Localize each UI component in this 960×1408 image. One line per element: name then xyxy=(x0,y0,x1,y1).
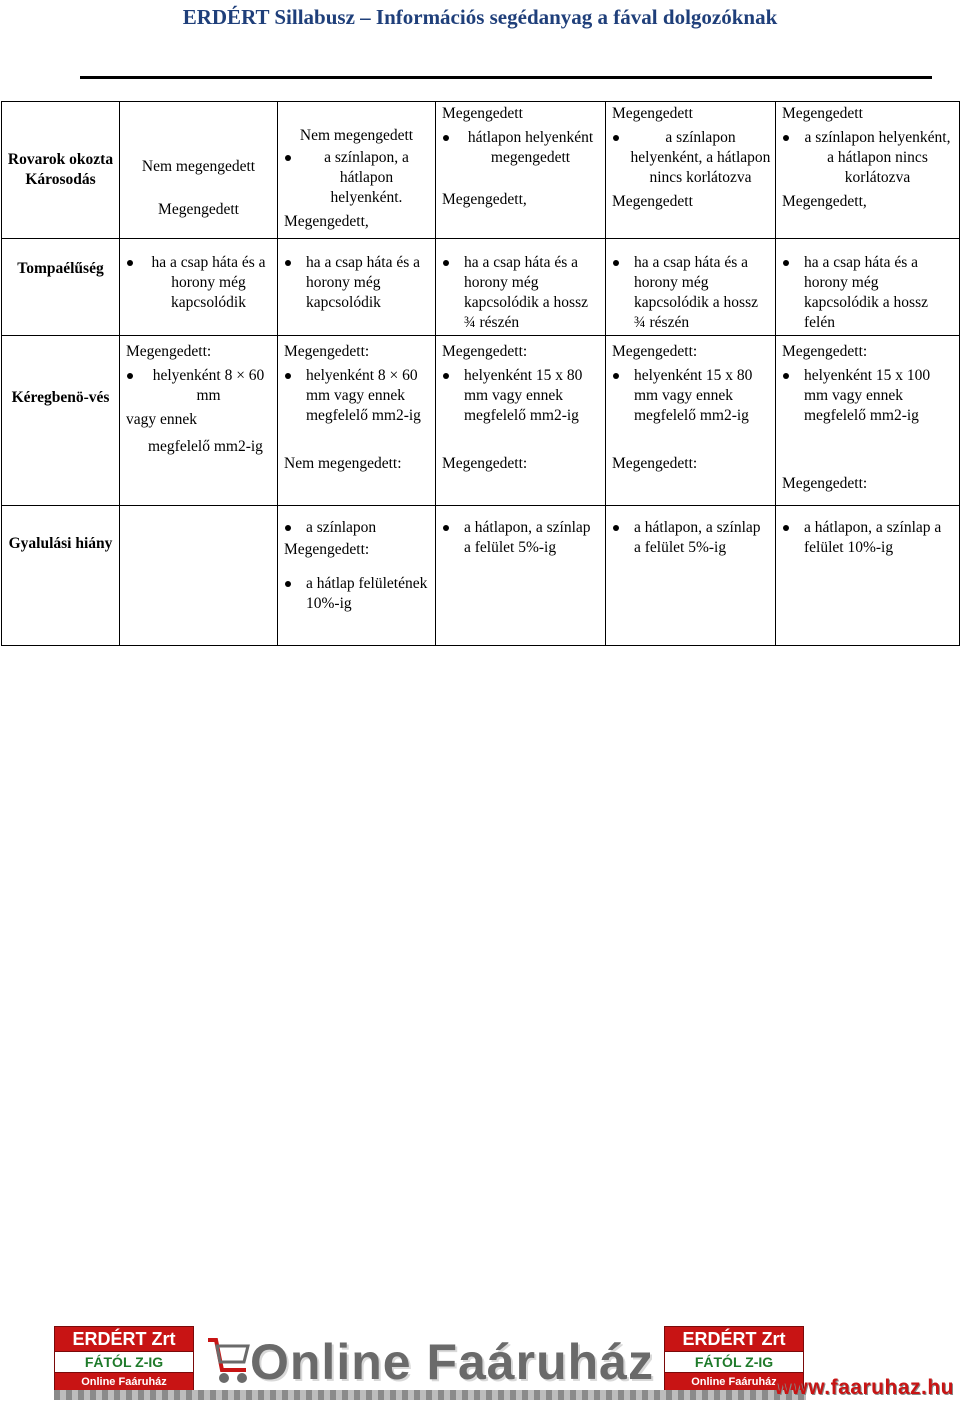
cell-kereg-1 xyxy=(120,336,278,506)
logo-top-text: ERDÉRT Zrt xyxy=(54,1326,194,1352)
list-item: helyenként 15 x 80 mm vagy ennek megfelelő mm2-ig xyxy=(436,366,605,426)
cell-text: Megengedett: xyxy=(442,455,528,472)
cell-text: Nem megengedett xyxy=(299,127,414,144)
cell-rovarok-1 xyxy=(120,102,278,239)
row-rovarok xyxy=(2,102,960,239)
page-title: ERDÉRT Sillabusz – Információs segédanyag a fával dolgozóknak xyxy=(182,5,778,29)
website-link[interactable]: www.faaruhaz.hu xyxy=(774,1376,954,1399)
cell-text: Megengedett: xyxy=(284,343,370,360)
cell-kereg-3 xyxy=(436,336,606,506)
cell-tompa-4 xyxy=(606,239,776,336)
row-label-keregbenoves: Kéregbenö-vés xyxy=(2,336,120,506)
list-item: a hátlapon, a színlap a felület 5%-ig xyxy=(436,518,605,558)
logo-bot-text: Online Faáruház xyxy=(54,1372,194,1392)
cell-text: Megengedett xyxy=(612,193,693,210)
list-item: a hátlapon, a színlap a felület 10%-ig xyxy=(776,518,959,558)
list-item: helyenként 8 × 60 mm xyxy=(120,366,277,406)
cell-text: Megengedett, xyxy=(442,191,527,208)
row-label-tompaeluseg: Tompaélűség xyxy=(2,239,120,336)
list-item: ha a csap háta és a horony még kapcsolódik xyxy=(120,253,277,313)
row-gyalulasi xyxy=(2,506,960,646)
cell-tompa-5 xyxy=(776,239,960,336)
bullet-list xyxy=(278,574,435,614)
grading-table xyxy=(1,101,960,646)
bullet-list xyxy=(120,253,277,313)
cell-text: Megengedett, xyxy=(284,213,369,230)
bullet-list xyxy=(776,253,959,333)
cell-text: Megengedett, xyxy=(782,193,867,210)
cell-text: Nem megengedett: xyxy=(284,455,402,472)
bullet-list xyxy=(278,148,435,208)
bullet-list xyxy=(436,366,605,426)
cell-text: Megengedett: xyxy=(612,455,698,472)
cell-text: Megengedett: xyxy=(782,475,868,492)
row-tompaeluseg xyxy=(2,239,960,336)
list-item: a hátlapon, a színlap a felület 5%-ig xyxy=(606,518,775,558)
list-item: ha a csap háta és a horony még kapcsolódik a hossz ¾ részén xyxy=(606,253,775,333)
cell-tompa-3 xyxy=(436,239,606,336)
online-faaruhaz-title: Online Faáruház xyxy=(250,1334,654,1390)
cell-kereg-4 xyxy=(606,336,776,506)
row-label-rovarok: Rovarok okozta Károsodás xyxy=(2,102,120,239)
list-item: a hátlap felületének 10%-ig xyxy=(278,574,435,614)
cell-text: Megengedett: xyxy=(442,343,528,360)
bullet-list xyxy=(776,366,959,426)
list-item: a színlapon helyenként, a hátlapon nincs korlátozva xyxy=(776,128,959,188)
cell-kereg-5 xyxy=(776,336,960,506)
list-item: a színlapon helyenként, a hátlapon nincs korlátozva xyxy=(606,128,775,188)
list-item: a színlapon xyxy=(278,518,435,538)
cell-text: Megengedett xyxy=(158,201,239,218)
bullet-list xyxy=(278,518,435,538)
cell-gyal-2 xyxy=(278,506,436,646)
cell-text: Megengedett xyxy=(612,105,693,122)
cell-text: megfelelő mm2-ig xyxy=(148,438,263,455)
decorative-strip xyxy=(54,1390,806,1400)
bullet-list xyxy=(606,253,775,333)
bullet-list xyxy=(278,366,435,426)
erdert-logo-left xyxy=(54,1326,194,1392)
logo-mid-text: FÁTÓL Z-IG xyxy=(664,1352,804,1372)
list-item: ha a csap háta és a horony még kapcsolódik a hossz ¾ részén xyxy=(436,253,605,333)
cell-text: Nem megengedett xyxy=(141,158,256,175)
footer-banner[interactable] xyxy=(54,1322,806,1402)
bullet-list xyxy=(606,366,775,426)
cell-gyal-5 xyxy=(776,506,960,646)
bullet-list xyxy=(278,253,435,313)
cell-text: Megengedett xyxy=(782,105,863,122)
list-item: a színlapon, a hátlapon helyenként. xyxy=(278,148,435,208)
list-item: hátlapon helyenként megengedett xyxy=(436,128,605,168)
logo-top-text: ERDÉRT Zrt xyxy=(664,1326,804,1352)
bullet-list xyxy=(606,128,775,188)
cell-text: vagy ennek xyxy=(126,411,198,428)
bullet-list xyxy=(776,518,959,558)
bullet-list xyxy=(606,518,775,558)
cell-gyal-4 xyxy=(606,506,776,646)
bullet-list xyxy=(120,366,277,406)
bullet-list xyxy=(776,128,959,188)
bullet-list xyxy=(436,518,605,558)
cell-text: Megengedett xyxy=(442,105,523,122)
cell-rovarok-3 xyxy=(436,102,606,239)
cell-tompa-1 xyxy=(120,239,278,336)
row-label-gyalulasi: Gyalulási hiány xyxy=(2,506,120,646)
cell-text: Megengedett: xyxy=(782,343,868,360)
bullet-list xyxy=(436,253,605,333)
shopping-cart-icon xyxy=(204,1330,252,1388)
cell-rovarok-2 xyxy=(278,102,436,239)
list-item: ha a csap háta és a horony még kapcsolódik a hossz felén xyxy=(776,253,959,333)
row-keregbenoves xyxy=(2,336,960,506)
list-item: ha a csap háta és a horony még kapcsolódik xyxy=(278,253,435,313)
list-item: helyenként 15 x 100 mm vagy ennek megfelelő mm2-ig xyxy=(776,366,959,426)
cell-text: Megengedett: xyxy=(284,541,370,558)
header-rule xyxy=(80,76,932,79)
cell-kereg-2 xyxy=(278,336,436,506)
cell-gyal-3 xyxy=(436,506,606,646)
list-item: helyenként 15 x 80 mm vagy ennek megfelelő mm2-ig xyxy=(606,366,775,426)
cell-gyal-1 xyxy=(120,506,278,646)
cell-rovarok-5 xyxy=(776,102,960,239)
logo-bot-text: Online Faáruház xyxy=(664,1372,804,1392)
cell-rovarok-4 xyxy=(606,102,776,239)
bullet-list xyxy=(436,128,605,168)
list-item: helyenként 8 × 60 mm vagy ennek megfelelő mm2-ig xyxy=(278,366,435,426)
cell-text: Megengedett: xyxy=(612,343,698,360)
cell-tompa-2 xyxy=(278,239,436,336)
cell-text: Megengedett: xyxy=(126,343,212,360)
logo-mid-text: FÁTÓL Z-IG xyxy=(54,1352,194,1372)
